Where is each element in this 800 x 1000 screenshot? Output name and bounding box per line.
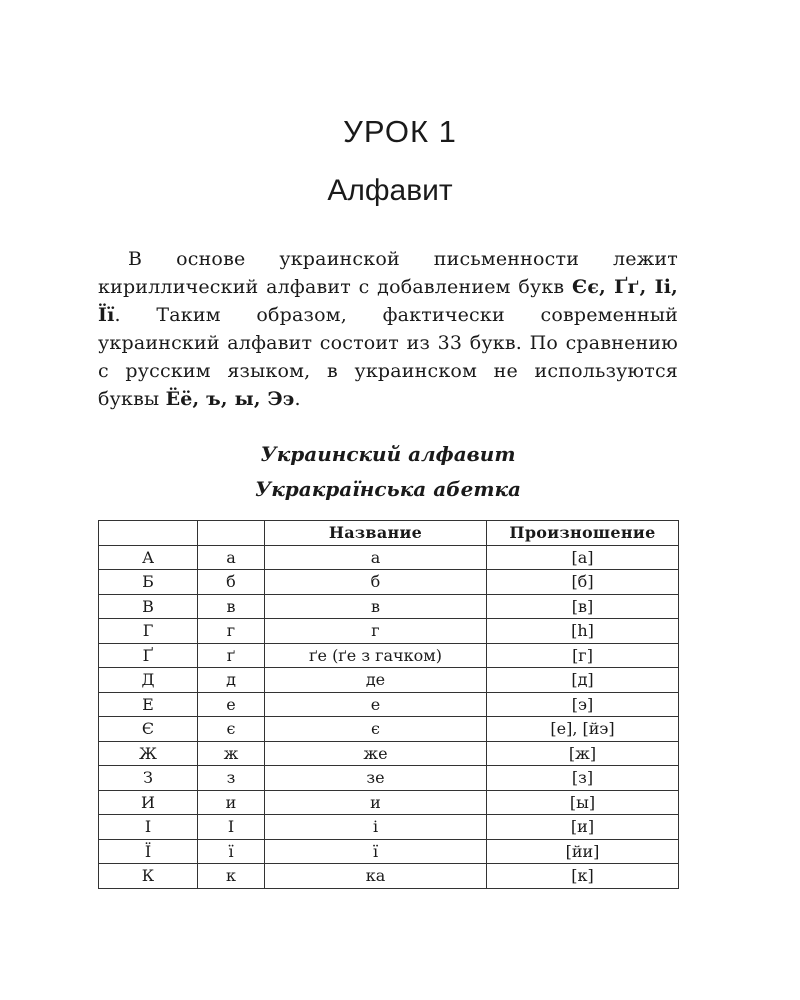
cell-name: де xyxy=(265,668,487,693)
cell-name: ї xyxy=(265,839,487,864)
cell-lowercase: ї xyxy=(198,839,265,864)
cell-name: і xyxy=(265,815,487,840)
table-row xyxy=(99,545,679,570)
intro-paragraph xyxy=(98,245,678,413)
cell-pronunciation: [к] xyxy=(487,864,679,889)
cell-lowercase: д xyxy=(198,668,265,693)
cell-lowercase: в xyxy=(198,594,265,619)
cell-pronunciation: [б] xyxy=(487,570,679,595)
header-pronunciation: Произношение xyxy=(487,521,679,546)
cell-uppercase: І xyxy=(99,815,198,840)
header-lowercase xyxy=(198,521,265,546)
cell-pronunciation: [е], [йэ] xyxy=(487,717,679,742)
table-row xyxy=(99,766,679,791)
table-row xyxy=(99,643,679,668)
cell-lowercase: є xyxy=(198,717,265,742)
table-row xyxy=(99,790,679,815)
cell-pronunciation: [h] xyxy=(487,619,679,644)
cell-uppercase: Ї xyxy=(99,839,198,864)
cell-pronunciation: [и] xyxy=(487,815,679,840)
cell-name: б xyxy=(265,570,487,595)
cell-pronunciation: [в] xyxy=(487,594,679,619)
cell-lowercase: г xyxy=(198,619,265,644)
cell-name: а xyxy=(265,545,487,570)
cell-pronunciation: [д] xyxy=(487,668,679,693)
cell-lowercase: и xyxy=(198,790,265,815)
cell-uppercase: З xyxy=(99,766,198,791)
cell-lowercase: е xyxy=(198,692,265,717)
table-body xyxy=(99,545,679,888)
cell-name: зе xyxy=(265,766,487,791)
table-row xyxy=(99,570,679,595)
cell-lowercase: ґ xyxy=(198,643,265,668)
intro-removed-letters: Ёё, ъ, ы, Ээ xyxy=(165,388,295,410)
cell-pronunciation: [а] xyxy=(487,545,679,570)
cell-uppercase: Е xyxy=(99,692,198,717)
cell-uppercase: Ж xyxy=(99,741,198,766)
cell-name: е xyxy=(265,692,487,717)
cell-uppercase: Г xyxy=(99,619,198,644)
cell-lowercase: а xyxy=(198,545,265,570)
table-row xyxy=(99,839,679,864)
table-row xyxy=(99,594,679,619)
cell-uppercase: В xyxy=(99,594,198,619)
intro-text-2: . Таким образом, фактически современный украинский алфавит состоит из 33 букв. По сравнению с русским языком, в украинском не используются буквы xyxy=(98,304,678,410)
intro-added-letters: Єє, Ґґ, Іі, Її xyxy=(98,276,678,326)
cell-uppercase: К xyxy=(99,864,198,889)
cell-name: г xyxy=(265,619,487,644)
cell-name: ґе (ґе з гачком) xyxy=(265,643,487,668)
table-caption-russian: Украинский алфавит xyxy=(260,442,516,466)
cell-uppercase: Б xyxy=(99,570,198,595)
cell-uppercase: Є xyxy=(99,717,198,742)
cell-pronunciation: [г] xyxy=(487,643,679,668)
lesson-title: УРОК 1 xyxy=(343,114,457,149)
cell-lowercase: з xyxy=(198,766,265,791)
intro-text-1: В основе украинской письменности лежит кириллический алфавит с добавлением букв xyxy=(98,248,678,298)
cell-uppercase: Д xyxy=(99,668,198,693)
cell-name: ка xyxy=(265,864,487,889)
header-uppercase xyxy=(99,521,198,546)
cell-lowercase: І xyxy=(198,815,265,840)
cell-pronunciation: [йи] xyxy=(487,839,679,864)
cell-uppercase: А xyxy=(99,545,198,570)
table-row xyxy=(99,864,679,889)
cell-uppercase: Ґ xyxy=(99,643,198,668)
cell-name: є xyxy=(265,717,487,742)
alphabet-table xyxy=(98,520,679,889)
table-row xyxy=(99,668,679,693)
cell-name: и xyxy=(265,790,487,815)
intro-text-3: . xyxy=(294,388,301,410)
cell-name: в xyxy=(265,594,487,619)
lesson-subtitle: Алфавит xyxy=(327,174,453,207)
table-row xyxy=(99,619,679,644)
cell-pronunciation: [з] xyxy=(487,766,679,791)
table-row xyxy=(99,692,679,717)
cell-pronunciation: [э] xyxy=(487,692,679,717)
cell-lowercase: ж xyxy=(198,741,265,766)
cell-pronunciation: [ж] xyxy=(487,741,679,766)
cell-pronunciation: [ы] xyxy=(487,790,679,815)
table-header-row xyxy=(99,521,679,546)
cell-name: же xyxy=(265,741,487,766)
table-row xyxy=(99,815,679,840)
table-caption-ukrainian: Укракраїнська абетка xyxy=(255,477,521,501)
cell-uppercase: И xyxy=(99,790,198,815)
cell-lowercase: к xyxy=(198,864,265,889)
table-row xyxy=(99,717,679,742)
table-row xyxy=(99,741,679,766)
cell-lowercase: б xyxy=(198,570,265,595)
header-name: Название xyxy=(265,521,487,546)
